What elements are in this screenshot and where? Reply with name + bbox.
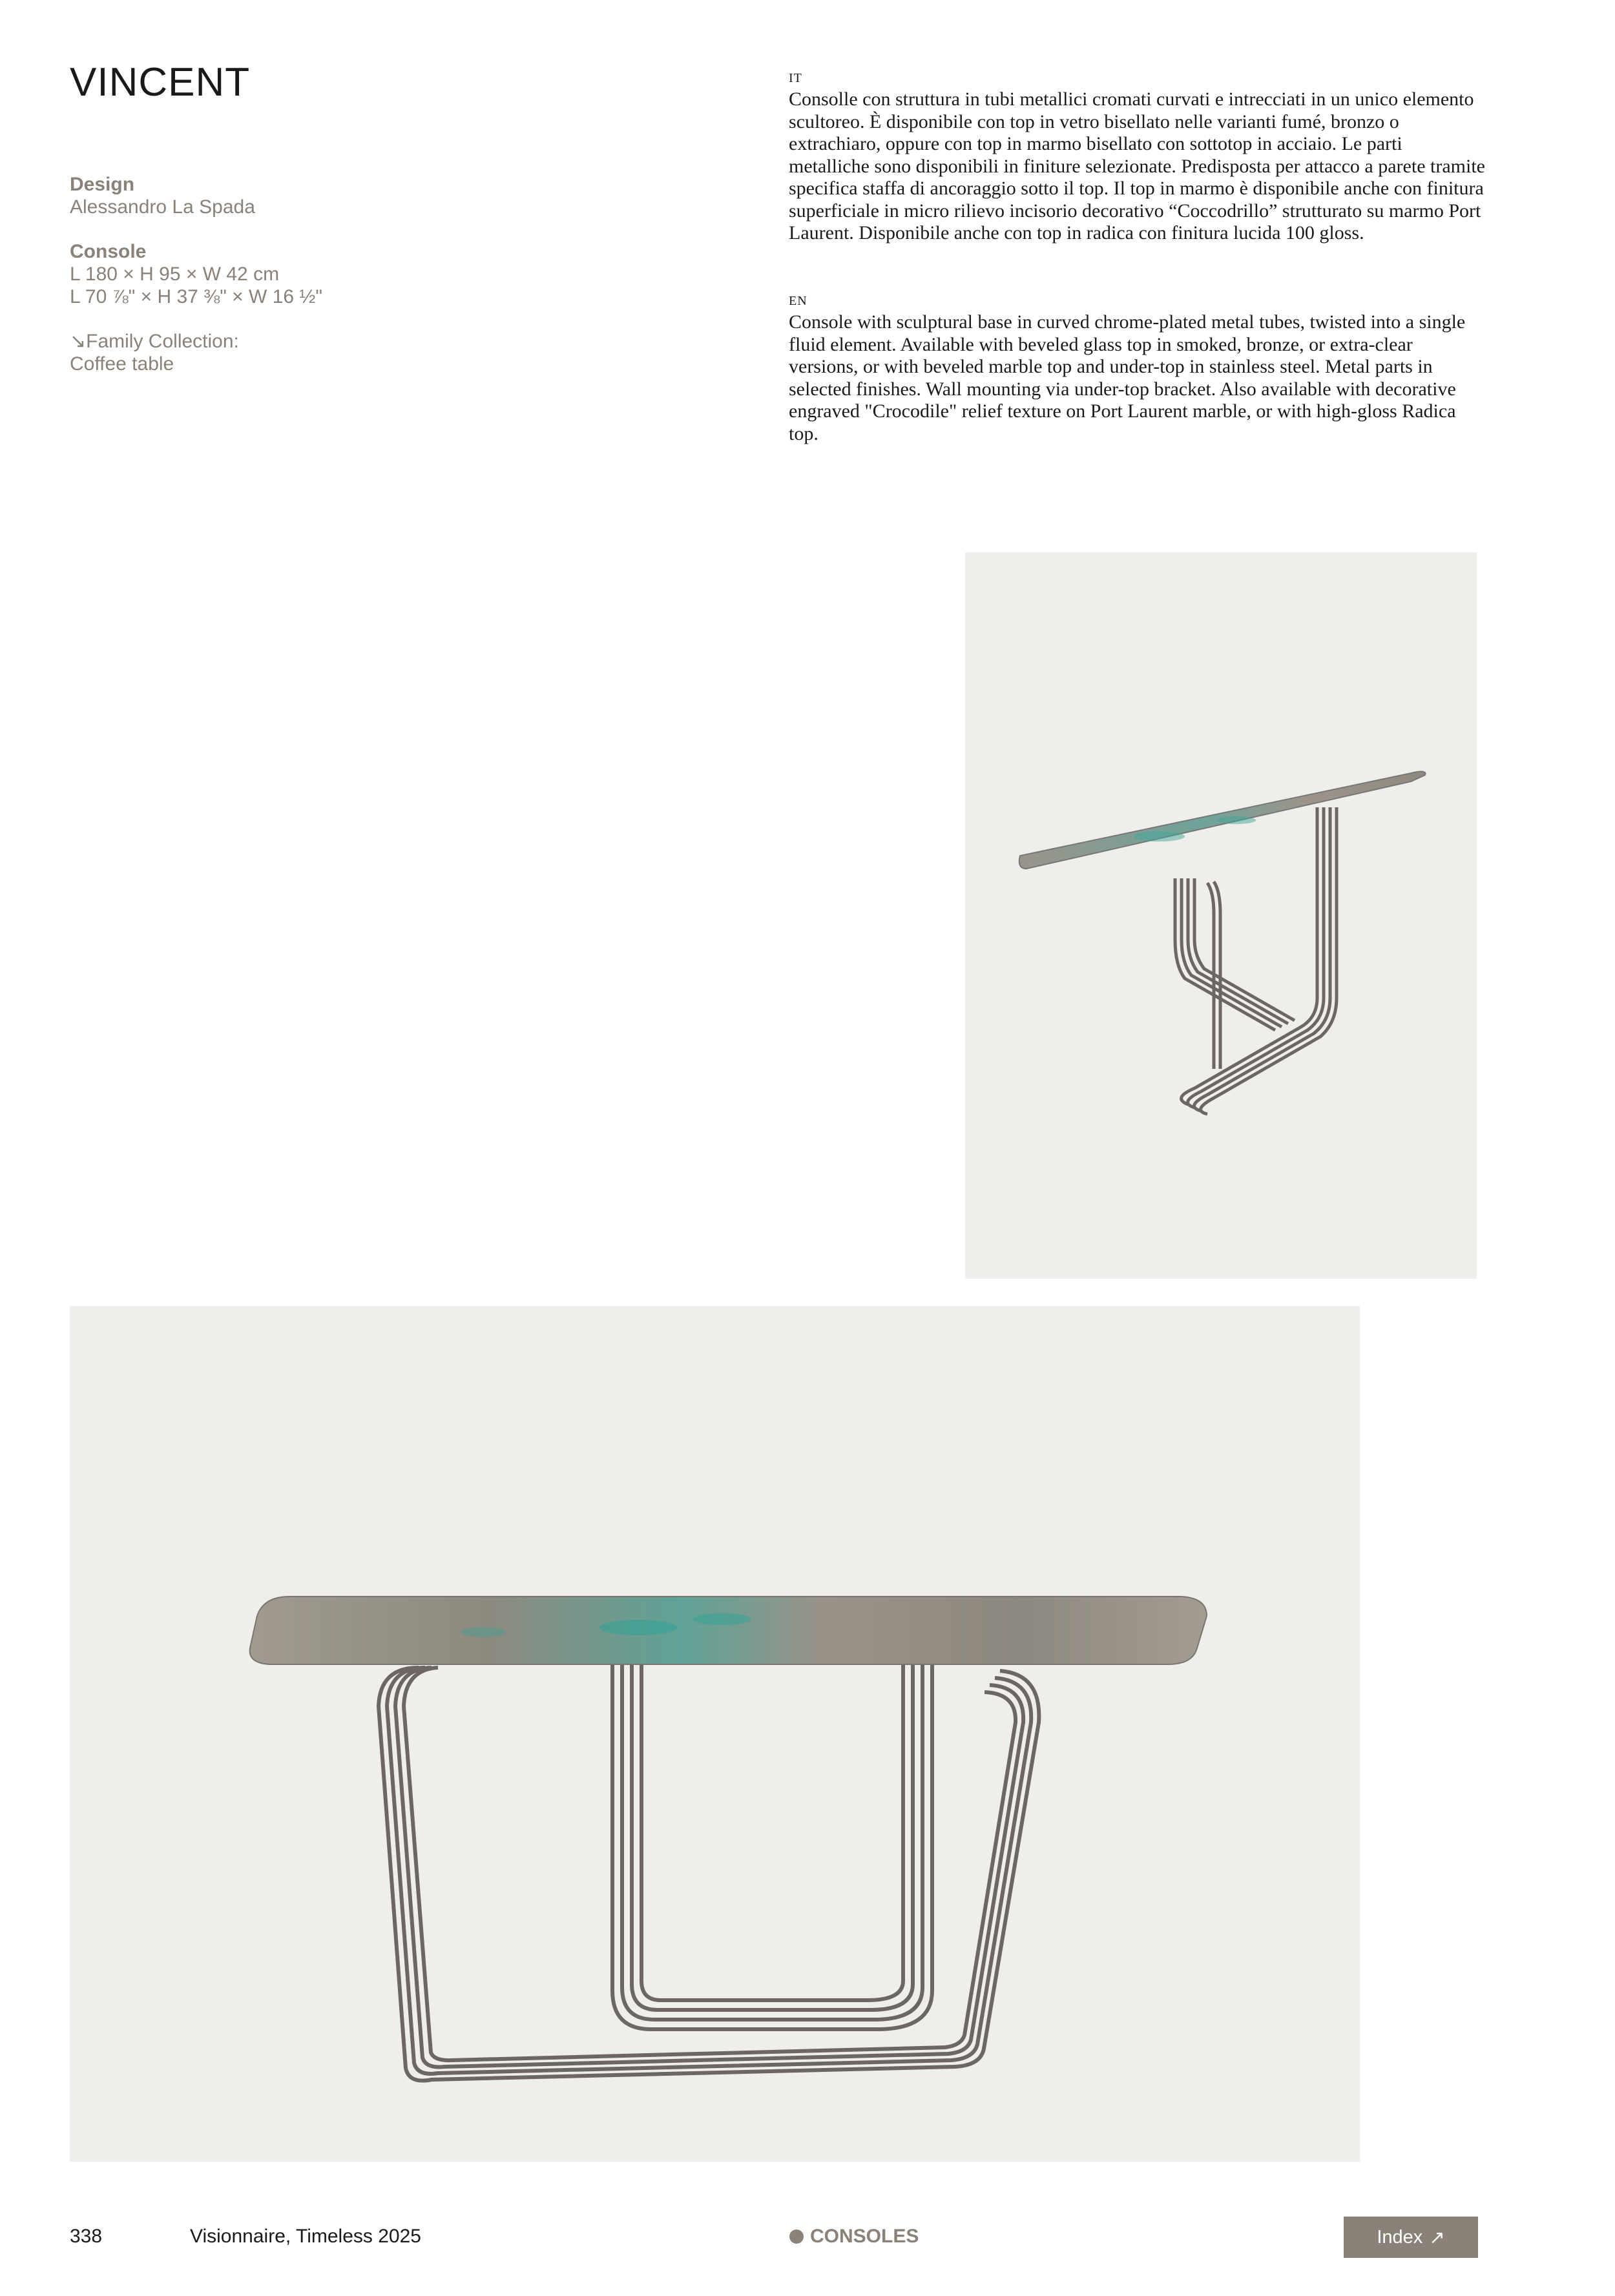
description-english (789, 294, 1486, 445)
product-meta (70, 173, 322, 397)
console-angled-illustration (965, 552, 1477, 1279)
product-photo-angled (965, 552, 1477, 1279)
description-italian (789, 71, 1486, 245)
dimensions-info (70, 240, 322, 308)
dimensions-inches: L 70 ⅞" × H 37 ⅜" × W 16 ½" (70, 286, 323, 307)
index-label: Index (1377, 2226, 1423, 2248)
description-text-en: Console with sculptural base in curved chrome-plated metal tubes, twisted into a single fluid element. Available with beveled glass top in smoked, bronze, or extra-clear versions, or with beveled marble top and under-top in stainless steel. Metal parts in selected finishes. Wall mounting via under-top bracket. Also available with decorative engraved "Crocodile" relief texture on Port Laurent marble, or with high-gloss Radica top. (789, 311, 1466, 444)
section-name: CONSOLES (810, 2226, 919, 2247)
section-label (789, 2226, 919, 2248)
family-collection-link[interactable] (70, 330, 322, 375)
dimensions-cm: L 180 × H 95 × W 42 cm (70, 264, 280, 285)
designer-name: Alessandro La Spada (70, 196, 255, 218)
arrow-down-right-icon: ↘ (70, 331, 87, 352)
publication-name: Visionnaire, Timeless 2025 (190, 2226, 421, 2247)
page-number: 338 (70, 2226, 103, 2247)
family-collection-label: Family Collection: (86, 331, 239, 352)
index-button[interactable] (1344, 2217, 1478, 2258)
product-type-label: Console (70, 241, 147, 262)
family-collection-item: Coffee table (70, 353, 174, 375)
lang-label-it: IT (789, 71, 802, 85)
description-text-it: Consolle con struttura in tubi metallici cromati curvati e intrecciati in un unico elemento scultoreo. È disponibile con top in vetro bisellato nelle varianti fumé, bronzo o extrachiaro, oppure con top in marmo bisellato con sottotop in acciaio. Le parti metalliche sono disponibili in finiture selezionate. Predisposta per attacco a parete tramite specifica staffa di ancoraggio sotto il top. Il top in marmo è disponibile anche con finitura superficiale in micro rilievo incisorio decorativo “Coccodrillo” strutturato su marmo Port Laurent. Disponibile anche con top in radica con finitura lucida 100 gloss. (789, 88, 1485, 243)
product-photo-front (70, 1306, 1360, 2162)
product-title: VINCENT (70, 60, 251, 105)
design-label: Design (70, 174, 135, 195)
design-info (70, 173, 322, 218)
arrow-up-right-icon: ↗ (1429, 2227, 1445, 2248)
lang-label-en: EN (789, 294, 808, 308)
section-dot-icon (789, 2229, 804, 2244)
console-front-illustration (70, 1306, 1360, 2162)
